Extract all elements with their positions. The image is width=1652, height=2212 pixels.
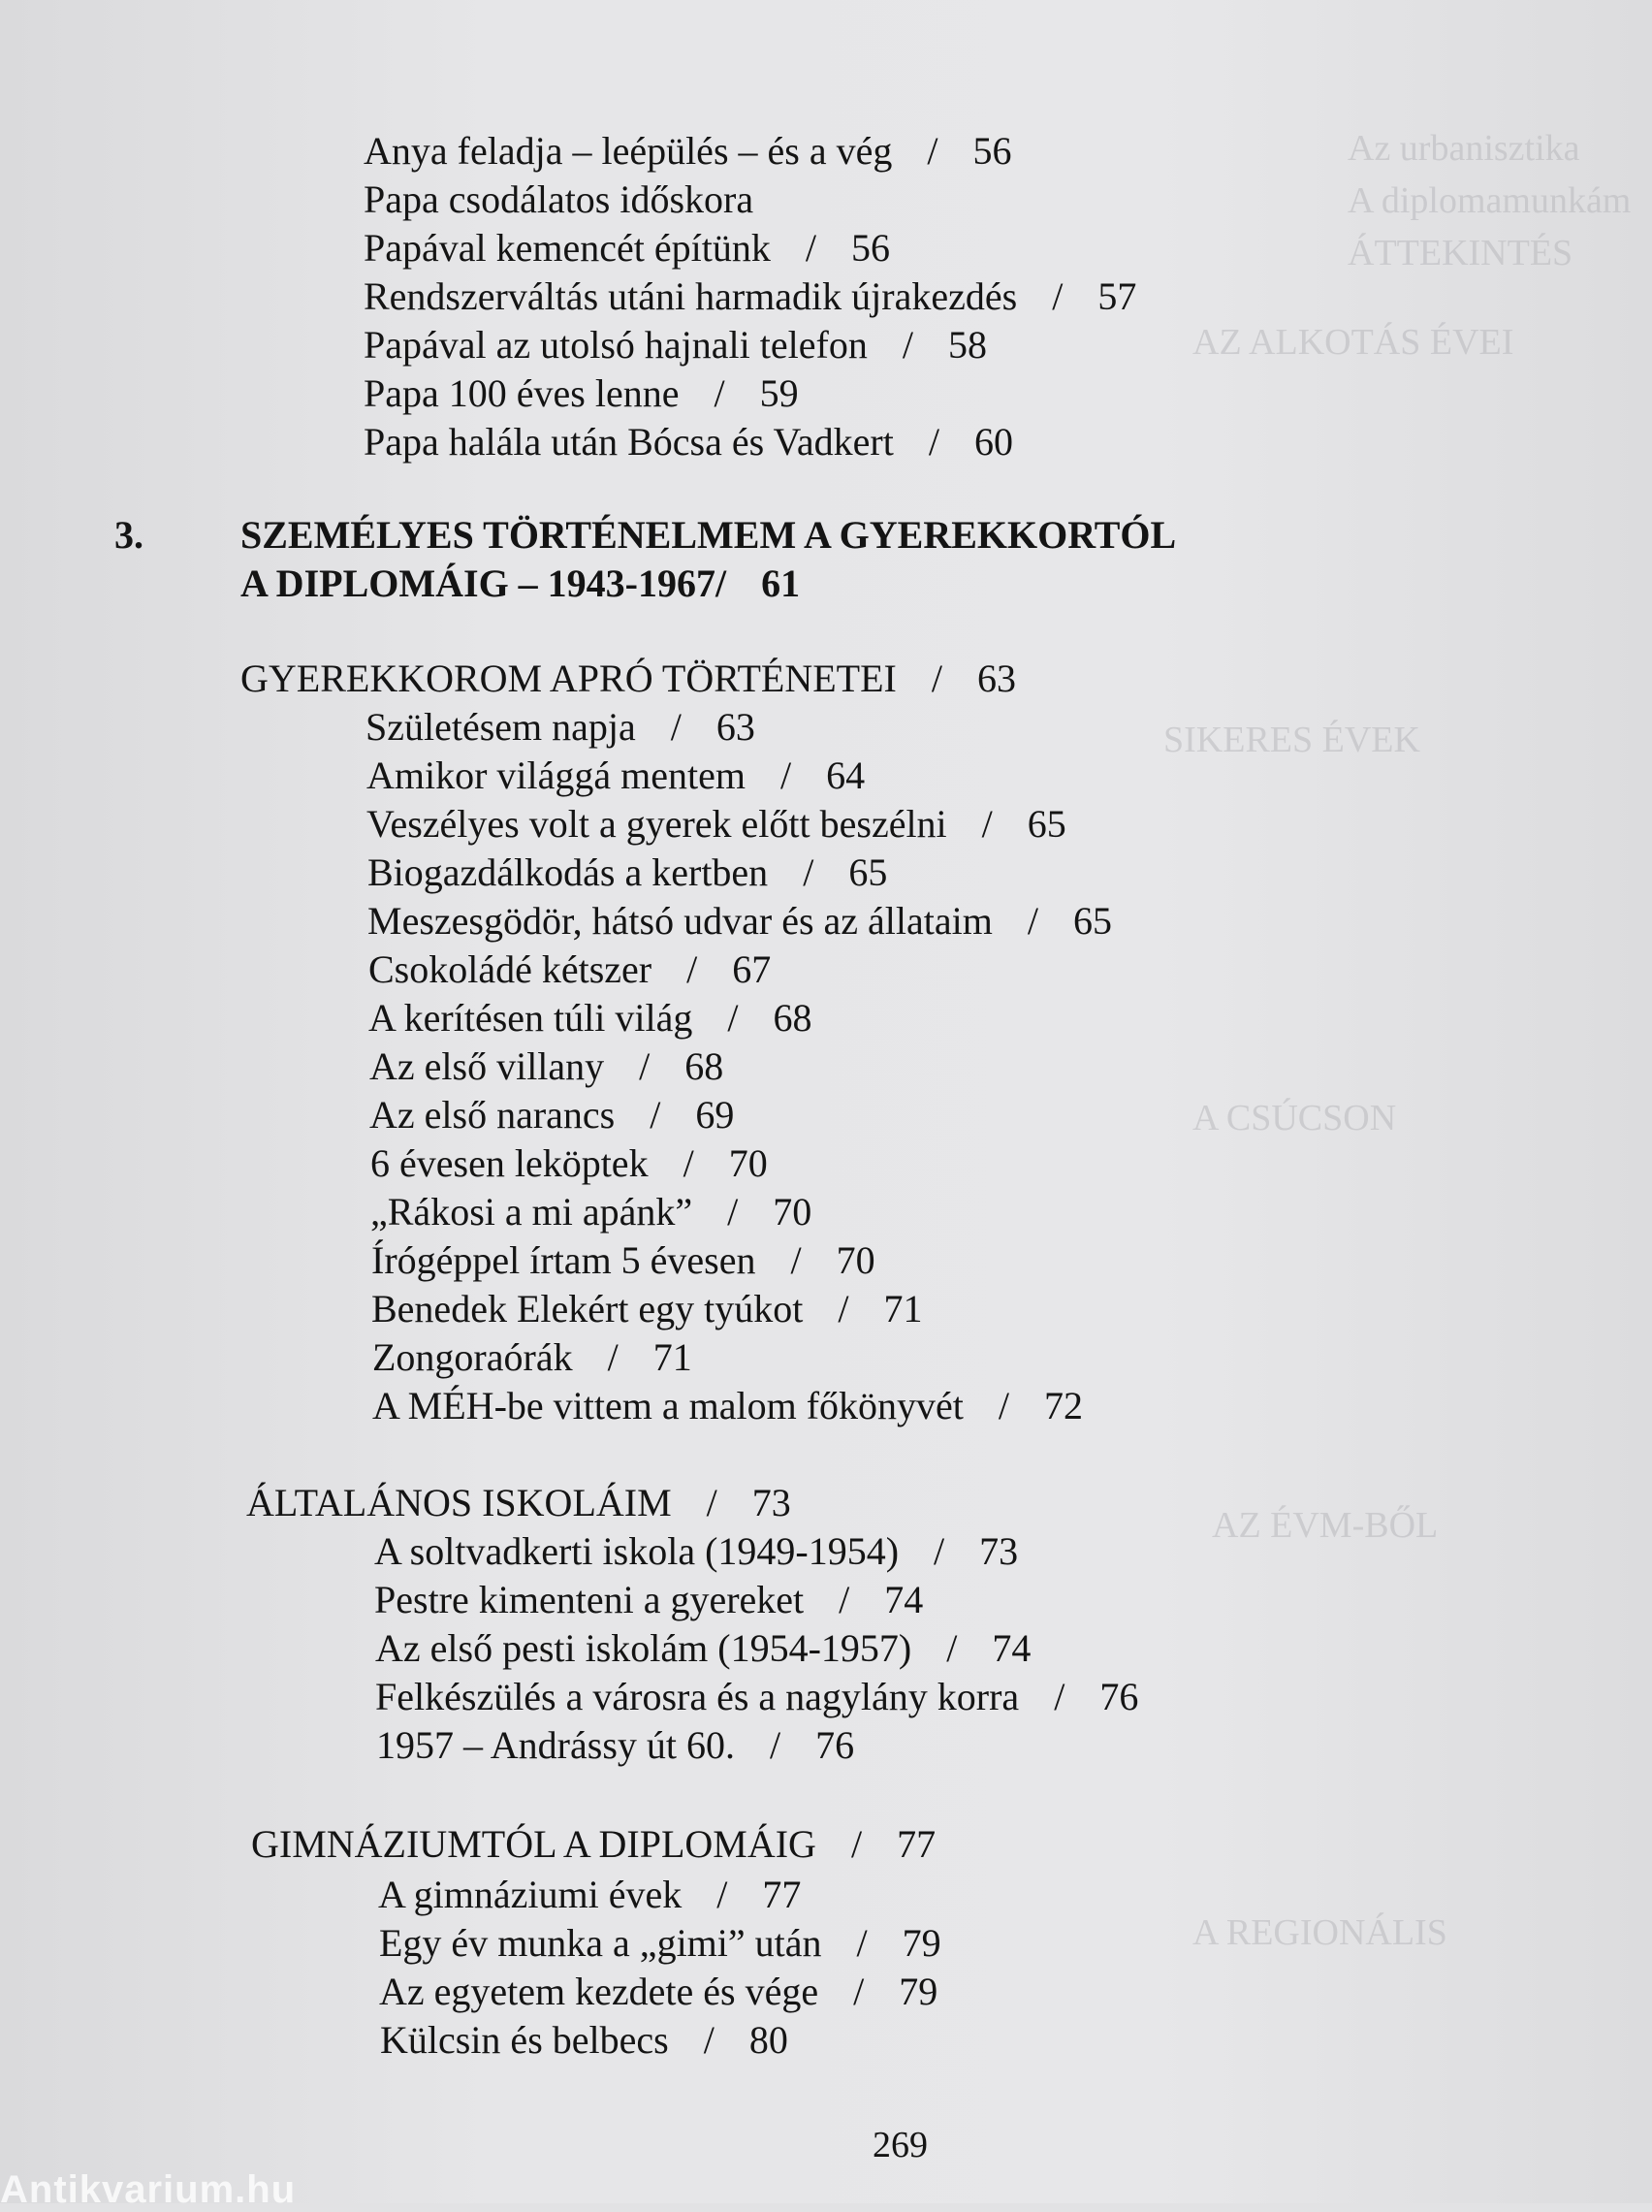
section-heading-title: GIMNÁZIUMTÓL A DIPLOMÁIG [251, 1822, 816, 1866]
toc-separator: / [670, 705, 682, 749]
toc-entry-page: 79 [899, 1970, 938, 2013]
show-through-text: AZ ÉVM-BŐL [1212, 1505, 1439, 1546]
page-number: 269 [873, 2125, 928, 2165]
toc-entry-title: Egy év munka a „gimi” után [379, 1921, 822, 1965]
toc-separator: / [703, 2018, 715, 2062]
toc-entry-title: Papával kemencét építünk [364, 226, 771, 270]
toc-entry[interactable] [364, 273, 1136, 320]
toc-entry[interactable] [370, 1189, 811, 1235]
toc-separator: / [946, 1626, 958, 1670]
toc-entry[interactable] [378, 1872, 801, 1918]
toc-entry-page: 76 [1099, 1675, 1139, 1718]
toc-entry-page: 71 [652, 1335, 692, 1379]
toc-entry-page: 59 [759, 371, 799, 415]
chapter-number: 3. [114, 513, 143, 557]
toc-entry-title: „Rákosi a mi apánk” [370, 1190, 693, 1234]
toc-entry[interactable] [364, 128, 1011, 175]
toc-separator: / [927, 129, 938, 173]
toc-entry-title: Az első narancs [369, 1093, 616, 1137]
toc-separator: / [850, 1822, 863, 1866]
toc-entry[interactable] [365, 704, 755, 751]
toc-entry-page: 71 [883, 1287, 923, 1330]
toc-entry-page: 63 [715, 705, 755, 749]
toc-entry-page: 65 [848, 850, 888, 894]
toc-entry-page: 76 [815, 1723, 855, 1767]
toc-entry-page: 56 [972, 129, 1012, 173]
toc-entry[interactable] [366, 753, 865, 799]
toc-entry-title: Papa halála után Bócsa és Vadkert [364, 420, 894, 464]
toc-entry-page: 67 [732, 947, 772, 991]
toc-separator: / [1052, 274, 1064, 318]
toc-entry-page: 70 [728, 1141, 768, 1185]
toc-separator: / [650, 1093, 661, 1137]
toc-separator: / [981, 802, 993, 846]
toc-separator: / [839, 1578, 850, 1621]
toc-separator: / [727, 996, 739, 1040]
toc-entry[interactable] [380, 2017, 788, 2064]
toc-entry-title: Anya feladja – leépülés – és a vég [364, 129, 893, 173]
toc-entry[interactable] [374, 1528, 1018, 1575]
toc-separator: / [803, 850, 814, 894]
toc-entry[interactable] [364, 225, 890, 272]
toc-entry-title: Meszesgödör, hátsó udvar és az állataim [367, 899, 993, 943]
toc-entry-page: 79 [902, 1921, 941, 1965]
toc-separator: / [1054, 1675, 1065, 1718]
toc-separator: / [934, 1529, 945, 1573]
toc-entry-title: Biogazdálkodás a kertben [367, 850, 769, 894]
toc-entry-title: Születésem napja [365, 705, 636, 749]
toc-separator: / [607, 1335, 619, 1379]
section-heading[interactable] [251, 1821, 936, 1868]
toc-entry[interactable] [368, 995, 812, 1042]
toc-entry[interactable] [374, 1577, 923, 1623]
toc-separator: / [853, 1970, 865, 2013]
toc-entry[interactable] [366, 801, 1066, 848]
show-through-text: A REGIONÁLIS [1192, 1912, 1447, 1953]
toc-entry-title: A kerítésen túli világ [368, 996, 693, 1040]
toc-separator: / [1027, 899, 1038, 943]
toc-separator: / [716, 1873, 728, 1916]
toc-entry[interactable] [372, 1383, 1083, 1429]
toc-separator: / [639, 1044, 651, 1088]
toc-entry[interactable] [369, 1092, 734, 1138]
toc-entry-title: Pestre kimenteni a gyereket [374, 1578, 805, 1621]
show-through-text: A CSÚCSON [1192, 1098, 1397, 1138]
toc-separator: / [780, 753, 792, 797]
toc-entry[interactable] [379, 1920, 941, 1967]
toc-entry-title: 1957 – Andrássy út 60. [376, 1723, 735, 1767]
section-heading-page: 77 [897, 1822, 937, 1866]
toc-entry-page: 60 [973, 420, 1013, 464]
toc-entry[interactable] [364, 176, 753, 223]
toc-entry[interactable] [376, 1722, 854, 1769]
toc-separator: / [770, 1723, 781, 1767]
toc-entry-page: 64 [826, 753, 866, 797]
toc-entry-title: Papával az utolsó hajnali telefon [364, 323, 868, 367]
toc-entry-title: A MÉH-be vittem a malom főkönyvét [372, 1384, 964, 1427]
show-through-text: SIKERES ÉVEK [1163, 720, 1420, 760]
toc-separator: / [805, 226, 816, 270]
toc-entry-page: 74 [884, 1578, 924, 1621]
toc-entry[interactable] [379, 1969, 937, 2015]
toc-separator: / [998, 1384, 1010, 1427]
toc-entry-title: Papa csodálatos időskora [364, 177, 754, 221]
toc-entry-title: Az első villany [369, 1044, 605, 1088]
show-through-text: AZ ALKOTÁS ÉVEI [1192, 322, 1514, 363]
toc-entry-page: 56 [850, 226, 890, 270]
watermark-logo: Antikvarium.hu [0, 2168, 297, 2211]
toc-entry[interactable] [367, 898, 1112, 945]
toc-entry-title: Külcsin és belbecs [380, 2018, 669, 2062]
section-heading-page: 73 [751, 1481, 791, 1524]
section-heading[interactable] [246, 1480, 791, 1526]
toc-entry-page: 68 [684, 1044, 724, 1088]
toc-entry-title: 6 évesen leköptek [370, 1141, 649, 1185]
toc-entry-title: Papa 100 éves lenne [364, 371, 680, 415]
toc-entry-title: Az első pesti iskolám (1954-1957) [375, 1626, 912, 1670]
toc-entry[interactable] [372, 1334, 692, 1381]
toc-separator: / [856, 1921, 868, 1965]
toc-entry-page: 65 [1027, 802, 1066, 846]
toc-separator: / [838, 1287, 849, 1330]
section-heading[interactable] [240, 656, 1016, 702]
toc-entry[interactable] [375, 1674, 1138, 1720]
toc-entry[interactable] [364, 419, 1013, 465]
toc-entry-page: 70 [836, 1238, 875, 1282]
toc-entry-page: 58 [947, 323, 987, 367]
toc-entry-page: 65 [1072, 899, 1112, 943]
toc-entry-title: Rendszerváltás utáni harmadik újrakezdés [364, 274, 1018, 318]
section-heading-title: ÁLTALÁNOS ISKOLÁIM [246, 1481, 672, 1524]
section-heading-title: GYEREKKOROM APRÓ TÖRTÉNETEI [240, 657, 897, 700]
toc-entry-title: Felkészülés a városra és a nagylány korra [375, 1675, 1020, 1718]
toc-entry-title: Az egyetem kezdete és vége [379, 1970, 819, 2013]
toc-entry-page: 77 [762, 1873, 802, 1916]
toc-separator: / [931, 657, 942, 700]
toc-entry[interactable] [371, 1237, 875, 1284]
toc-entry-page: 80 [748, 2018, 788, 2062]
toc-entry[interactable] [368, 946, 771, 993]
toc-separator: / [790, 1238, 802, 1282]
toc-entry-page: 68 [773, 996, 812, 1040]
toc-entry-title: Zongoraórák [372, 1335, 573, 1379]
toc-separator: / [715, 561, 727, 605]
toc-separator: / [928, 420, 939, 464]
toc-entry-page: 72 [1044, 1384, 1084, 1427]
toc-separator: / [902, 323, 913, 367]
toc-entry[interactable] [364, 322, 987, 369]
toc-entry-page: 57 [1097, 274, 1137, 318]
toc-entry[interactable] [367, 850, 887, 896]
toc-entry[interactable] [370, 1140, 768, 1187]
show-through-text: ÁTTEKINTÉS [1348, 233, 1573, 273]
show-through-text: Az urbanisztika [1348, 128, 1580, 169]
toc-separator: / [706, 1481, 717, 1524]
toc-entry-page: 69 [695, 1093, 735, 1137]
section-heading-page: 63 [976, 657, 1016, 700]
toc-separator: / [714, 371, 725, 415]
chapter-title-text: A DIPLOMÁIG – 1943-1967 [240, 561, 715, 605]
toc-entry-title: A soltvadkerti iskola (1949-1954) [374, 1529, 900, 1573]
toc-entry-title: A gimnáziumi évek [378, 1873, 683, 1916]
toc-separator: / [727, 1190, 739, 1234]
toc-entry-title: Csokoládé kétszer [368, 947, 652, 991]
toc-separator: / [683, 1141, 694, 1185]
toc-entry[interactable] [375, 1625, 1031, 1672]
show-through-text: A diplomamunkám [1348, 180, 1632, 221]
chapter-title-line2[interactable] [240, 561, 800, 607]
toc-entry-page: 73 [979, 1529, 1019, 1573]
toc-entry-title: Amikor világgá mentem [366, 753, 747, 797]
toc-entry[interactable] [364, 370, 799, 417]
toc-entry-title: Benedek Elekért egy tyúkot [371, 1287, 804, 1330]
toc-entry-title: Veszélyes volt a gyerek előtt beszélni [366, 802, 947, 846]
chapter-page: 61 [761, 561, 801, 605]
toc-entry-title: Írógéppel írtam 5 évesen [371, 1238, 756, 1282]
chapter-title-line1[interactable]: SZEMÉLYES TÖRTÉNELMEM A GYEREKKORTÓL [240, 513, 1177, 557]
toc-entry-page: 74 [992, 1626, 1032, 1670]
toc-separator: / [686, 947, 698, 991]
toc-entry-page: 70 [773, 1190, 812, 1234]
toc-entry[interactable] [371, 1286, 923, 1332]
toc-entry[interactable] [369, 1043, 723, 1090]
